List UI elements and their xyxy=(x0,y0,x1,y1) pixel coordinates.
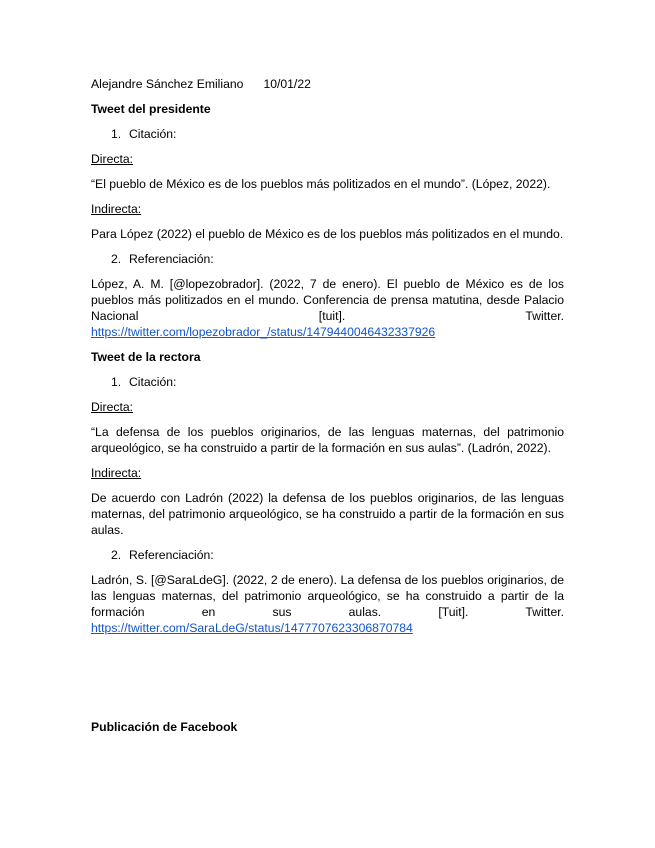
list-item-citacion xyxy=(91,126,564,142)
direct-quote: “El pueblo de México es de los pueblos más politizados en el mundo”. (López, 2022). xyxy=(91,177,551,191)
section-title-facebook: Publicación de Facebook xyxy=(91,720,238,734)
reference-text: López, A. M. [@lopezobrador]. (2022, 7 de enero). El pueblo de México es de los pueblos más politizados en el mundo. Conferencia de prensa matutina, desde Palacio Nacional [tuit]. Twitter. xyxy=(91,277,564,323)
list-label: Referenciación: xyxy=(129,548,214,562)
list-item-citacion xyxy=(91,374,564,390)
document-date: 10/01/22 xyxy=(263,77,311,91)
section-title-presidente: Tweet del presidente xyxy=(91,102,211,116)
document-page xyxy=(91,76,564,744)
direct-label: Directa: xyxy=(91,400,133,414)
direct-label: Directa: xyxy=(91,152,133,166)
header-line xyxy=(91,76,564,92)
section-title-rectora: Tweet de la rectora xyxy=(91,350,201,364)
direct-quote: “La defensa de los pueblos originarios, de las lenguas maternas, del patrimonio arqueológico, se ha construido a partir de la formación en sus aulas”. (Ladrón, 2022). xyxy=(91,425,564,455)
list-number: 2. xyxy=(111,252,122,266)
reference-link[interactable]: https://twitter.com/SaraLdeG/status/1477707623306870784 xyxy=(91,621,413,635)
list-label: Citación: xyxy=(129,127,177,141)
reference-link[interactable]: https://twitter.com/lopezobrador_/status/1479440046432337926 xyxy=(91,325,436,339)
indirect-quote: Para López (2022) el pueblo de México es de los pueblos más politizados en el mundo. xyxy=(91,227,564,241)
author-name: Alejandre Sánchez Emiliano xyxy=(91,77,244,91)
indirect-label: Indirecta: xyxy=(91,466,142,480)
list-label: Referenciación: xyxy=(129,252,214,266)
indirect-label: Indirecta: xyxy=(91,202,142,216)
list-number: 1. xyxy=(111,127,122,141)
list-label: Citación: xyxy=(129,375,177,389)
reference-text: Ladrón, S. [@SaraLdeG]. (2022, 2 de enero). La defensa de los pueblos originarios, de las lenguas maternas, del patrimonio arqueológico, se ha construido a partir de la formación en sus aulas. [Tuit]. Twitter. xyxy=(91,573,564,619)
blank-space xyxy=(91,645,564,719)
list-item-referenciacion xyxy=(91,547,564,563)
list-item-referenciacion xyxy=(91,251,564,267)
indirect-quote: De acuerdo con Ladrón (2022) la defensa de los pueblos originarios, de las lenguas maternas, del patrimonio arqueológico, se ha construido a partir de la formación en sus aulas. xyxy=(91,491,564,537)
list-number: 1. xyxy=(111,375,122,389)
list-number: 2. xyxy=(111,548,122,562)
